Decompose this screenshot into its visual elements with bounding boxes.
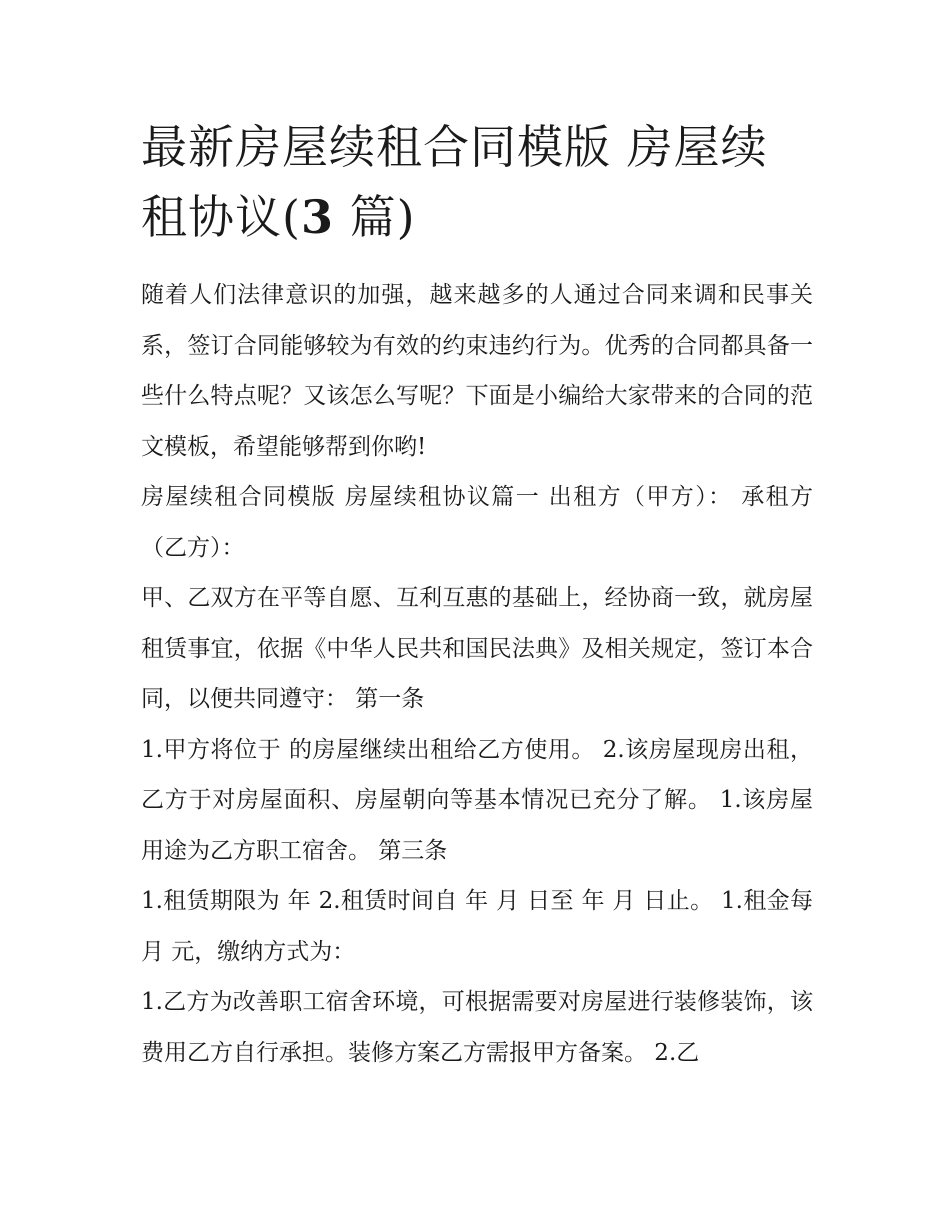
- title-text-suffix: 篇): [333, 190, 416, 244]
- intro-paragraph: 随着人们法律意识的加强，越来越多的人通过合同来调和民事关系，签订合同能够较为有效的约束违约行为。优秀的合同都具备一些什么特点呢？又该怎么写呢？下面是小编给大家带来的合同的范文模板，希望能够帮到你哟!: [141, 282, 813, 460]
- clause-term-rent-paragraph: 1.租赁期限为 年 2.租赁时间自 年 月 日至 年 月 日止。 1.租金每月 元，缴纳方式为：: [141, 888, 813, 965]
- agreement-paragraph: 甲、乙双方在平等自愿、互利互惠的基础上，经协商一致，就房屋租赁事宜，依据《中华人民共和国民法典》及相关规定，签订本合同，以便共同遵守： 第一条: [141, 585, 813, 712]
- clause-premises-paragraph: 1.甲方将位于 的房屋继续出租给乙方使用。 2.该房屋现房出租，乙方于对房屋面积、房屋朝向等基本情况已充分了解。 1.该房屋用途为乙方职工宿舍。 第三条: [141, 736, 813, 864]
- parties-paragraph: 房屋续租合同模版 房屋续租协议篇一 出租方（甲方）： 承租方（乙方）：: [141, 484, 813, 561]
- document-title: [141, 112, 813, 252]
- title-count: 3: [300, 190, 334, 244]
- clause-renovation-paragraph: 1.乙方为改善职工宿舍环境，可根据需要对房屋进行装修装饰，该费用乙方自行承担。装修方案乙方需报甲方备案。 2.乙: [141, 989, 813, 1066]
- title-text-main: 最新房屋续租合同模版 房屋续租协议(: [141, 120, 768, 244]
- document-body: [141, 112, 813, 1078]
